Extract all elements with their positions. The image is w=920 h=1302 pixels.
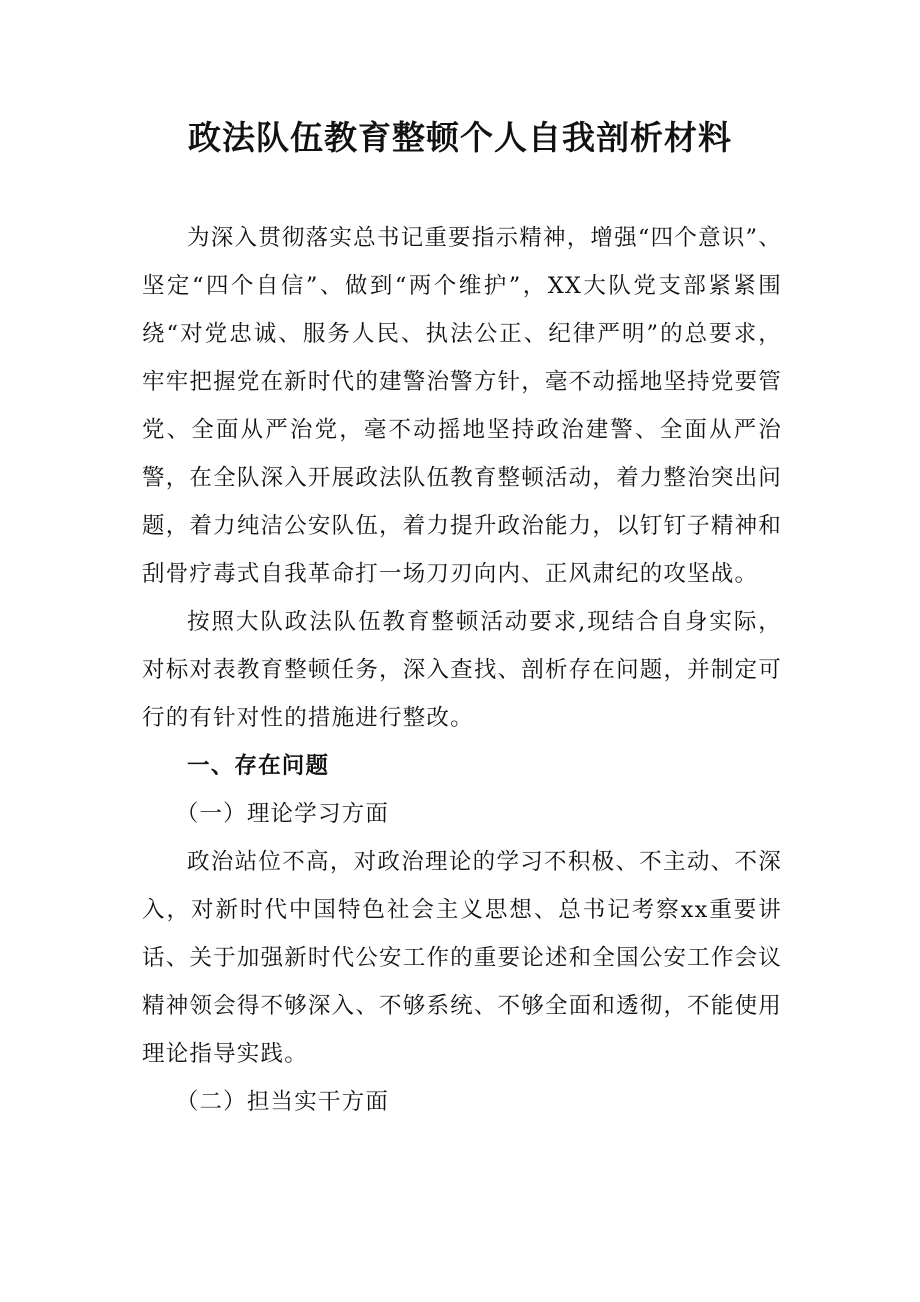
subsection-heading-theory-study: （一）理论学习方面 [175,801,390,827]
intro-paragraph: 为深入贯彻落实总书记重要指示精神，增强“四个意识”、坚定“四个自信”、做到“两个维护”，XX大队党支部紧紧围绕“对党忠诚、服务人民、执法公正、纪律严明”的总要求，牢牢把握党在新时代的建警治警方针，毫不动摇地坚持党要管党、全面从严治党，毫不动摇地坚持政治建警、全面从严治警，在全队深入开展政法队伍教育整顿活动，着力整治突出问题，着力纯洁公安队伍，着力提升政治能力，以钉钉子精神和刮骨疗毒式自我革命打一场刀刃向内、正风肃纪的攻坚战。 [142,225,782,587]
subsection-heading-responsibility: （二）担当实干方面 [175,1089,390,1115]
purpose-paragraph: 按照大队政法队伍教育整顿活动要求,现结合自身实际，对标对表教育整顿任务，深入查找、剖析存在问题，并制定可行的有针对性的措施进行整改。 [142,609,782,731]
section-heading-existing-problems: 一、存在问题 [187,753,330,779]
document-title: 政法队伍教育整顿个人自我剖析材料 [188,118,732,157]
theory-study-paragraph: 政治站位不高，对政治理论的学习不积极、不主动、不深入，对新时代中国特色社会主义思想、总书记考察xx重要讲话、关于加强新时代公安工作的重要论述和全国公安工作会议精神领会得不够深入、不够系统、不够全面和透彻，不能使用理论指导实践。 [142,849,782,1067]
document-body [142,214,782,1126]
